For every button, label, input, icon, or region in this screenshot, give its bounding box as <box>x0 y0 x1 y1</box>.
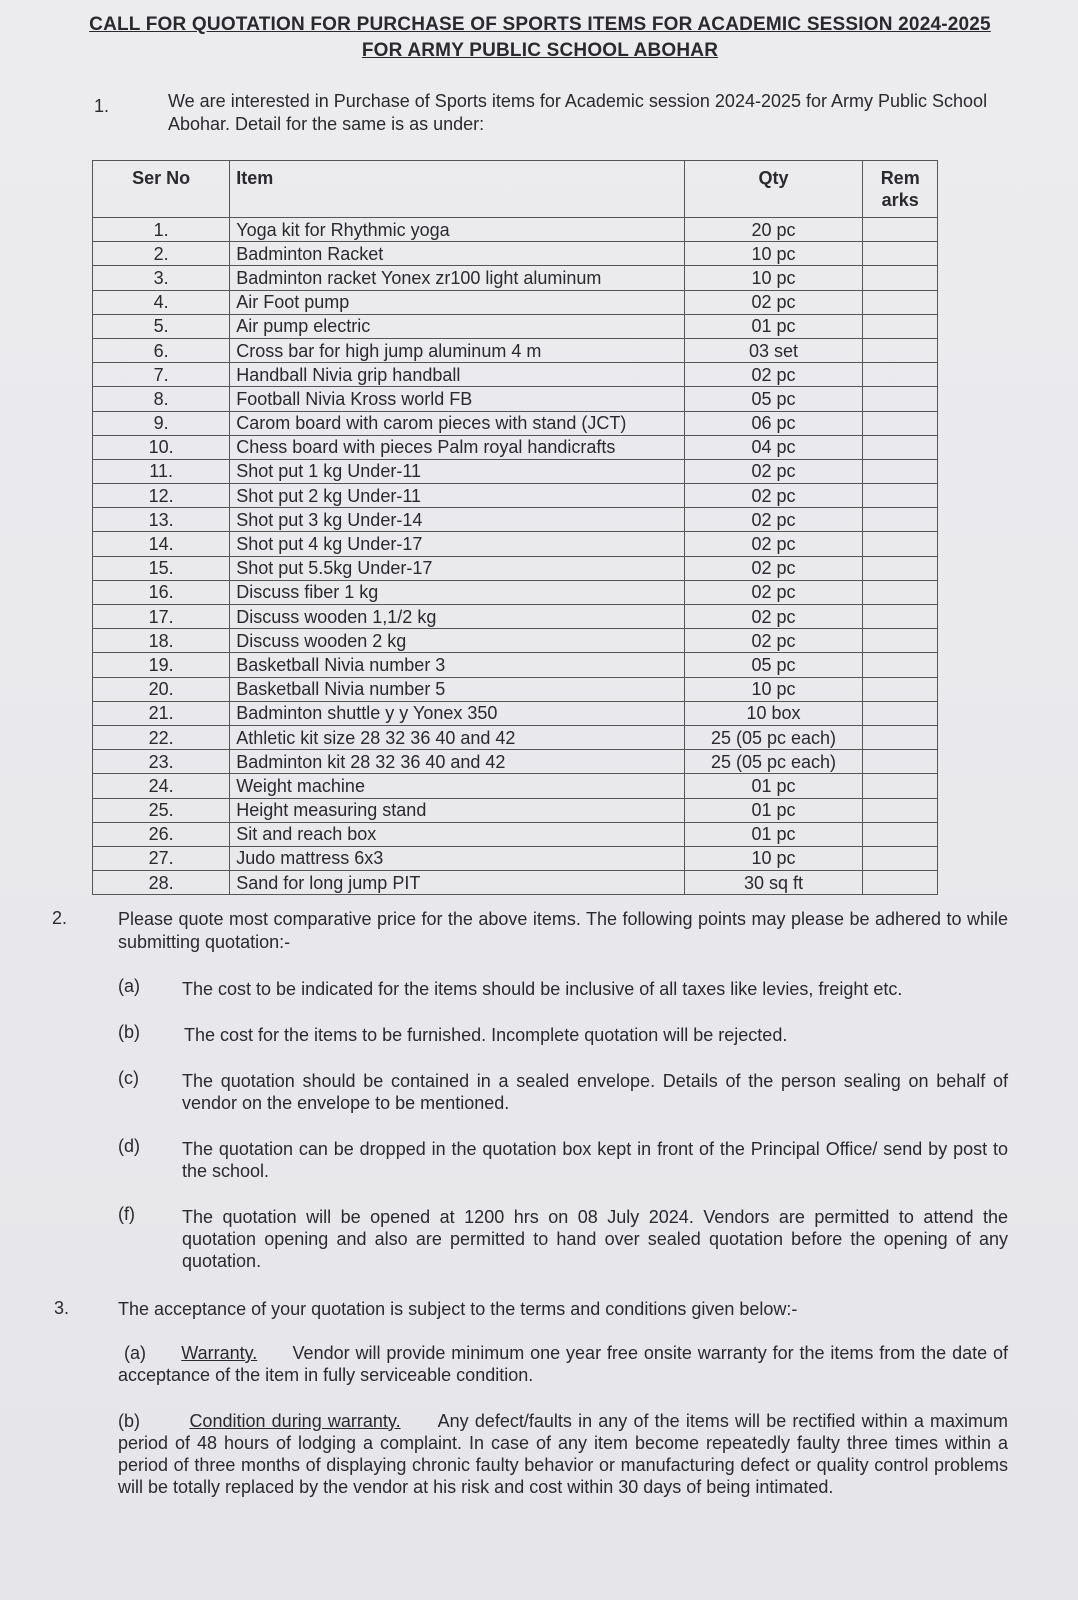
row-remarks <box>863 798 938 822</box>
row-remarks <box>863 774 938 798</box>
row-item: Shot put 2 kg Under-11 <box>230 484 684 508</box>
row-qty: 01 pc <box>684 314 863 338</box>
row-item: Height measuring stand <box>230 798 684 822</box>
row-item: Cross bar for high jump aluminum 4 m <box>230 338 684 362</box>
row-remarks <box>863 508 938 532</box>
row-ser-no: 25. <box>93 798 230 822</box>
row-ser-no: 22. <box>93 725 230 749</box>
row-remarks <box>863 387 938 411</box>
point-f-text: The quotation will be opened at 1200 hrs on 08 July 2024. Vendors are permitted to attend the quotation opening and also are permitted to hand over sealed quotation before the opening of any quotation. <box>182 1207 1008 1271</box>
para3-point-a <box>118 1342 1008 1386</box>
row-item: Shot put 4 kg Under-17 <box>230 532 684 556</box>
row-remarks <box>863 363 938 387</box>
table-row <box>93 459 938 483</box>
row-ser-no: 5. <box>93 314 230 338</box>
header-remarks: Rem arks <box>863 161 938 218</box>
table-row <box>93 798 938 822</box>
row-ser-no: 18. <box>93 629 230 653</box>
row-remarks <box>863 435 938 459</box>
row-item: Basketball Nivia number 3 <box>230 653 684 677</box>
table-row <box>93 218 938 242</box>
table-row <box>93 774 938 798</box>
row-remarks <box>863 677 938 701</box>
table-row <box>93 629 938 653</box>
table-row <box>93 338 938 362</box>
table-row <box>93 677 938 701</box>
row-qty: 25 (05 pc each) <box>684 725 863 749</box>
table-row <box>93 532 938 556</box>
para3-text: The acceptance of your quotation is subject to the terms and conditions given below:- <box>118 1299 798 1319</box>
row-item: Chess board with pieces Palm royal handicrafts <box>230 435 684 459</box>
row-remarks <box>863 314 938 338</box>
row-qty: 02 pc <box>684 629 863 653</box>
row-remarks <box>863 653 938 677</box>
row-qty: 10 pc <box>684 266 863 290</box>
row-item: Discuss wooden 1,1/2 kg <box>230 605 684 629</box>
table-row <box>93 411 938 435</box>
row-remarks <box>863 556 938 580</box>
row-qty: 10 box <box>684 701 863 725</box>
row-ser-no: 1. <box>93 218 230 242</box>
row-item: Weight machine <box>230 774 684 798</box>
row-qty: 20 pc <box>684 218 863 242</box>
title-line-1: CALL FOR QUOTATION FOR PURCHASE OF SPORTS ITEMS FOR ACADEMIC SESSION 2024-2025 <box>89 14 991 35</box>
row-qty: 01 pc <box>684 774 863 798</box>
row-item: Yoga kit for Rhythmic yoga <box>230 218 684 242</box>
row-item: Carom board with carom pieces with stand (JCT) <box>230 411 684 435</box>
header-ser-no: Ser No <box>93 161 230 218</box>
row-remarks <box>863 532 938 556</box>
para3-a-label: (a) <box>124 1343 146 1363</box>
row-qty: 06 pc <box>684 411 863 435</box>
para3-point-b <box>118 1410 1008 1498</box>
row-qty: 01 pc <box>684 798 863 822</box>
table-row <box>93 314 938 338</box>
row-ser-no: 2. <box>93 242 230 266</box>
row-ser-no: 26. <box>93 822 230 846</box>
row-ser-no: 27. <box>93 846 230 870</box>
row-remarks <box>863 846 938 870</box>
row-item: Badminton shuttle y y Yonex 350 <box>230 701 684 725</box>
table-row <box>93 653 938 677</box>
para2-number: 2. <box>52 908 68 928</box>
para3-a-heading: Warranty. <box>181 1343 258 1363</box>
header-item: Item <box>230 161 684 218</box>
table-row <box>93 266 938 290</box>
para3-b-text: Any defect/faults in any of the items will be rectified within a maximum period of 48 hours of lodging a complaint. In case of any item become repeatedly faulty three times within a period of three months of displaying chronic faulty behavior or manufacturing defect or quality control problems will be totally replaced by the vendor at his risk and cost within 30 days of being intimated. <box>118 1411 1009 1497</box>
point-f-label: (f) <box>118 1204 135 1224</box>
point-b-label: (b) <box>118 1022 140 1042</box>
point-a-text: The cost to be indicated for the items should be inclusive of all taxes like levies, freight etc. <box>182 979 903 999</box>
row-item: Air Foot pump <box>230 290 684 314</box>
row-item: Shot put 5.5kg Under-17 <box>230 556 684 580</box>
row-qty: 02 pc <box>684 605 863 629</box>
row-remarks <box>863 701 938 725</box>
row-qty: 04 pc <box>684 435 863 459</box>
row-remarks <box>863 750 938 774</box>
row-ser-no: 21. <box>93 701 230 725</box>
row-ser-no: 19. <box>93 653 230 677</box>
row-qty: 02 pc <box>684 290 863 314</box>
point-b-text: The cost for the items to be furnished. Incomplete quotation will be rejected. <box>184 1025 788 1045</box>
row-item: Badminton racket Yonex zr100 light aluminum <box>230 266 684 290</box>
row-item: Badminton Racket <box>230 242 684 266</box>
point-d-text: The quotation can be dropped in the quotation box kept in front of the Principal Office/ send by post to the school. <box>182 1139 1008 1181</box>
row-ser-no: 8. <box>93 387 230 411</box>
row-qty: 02 pc <box>684 508 863 532</box>
row-ser-no: 9. <box>93 411 230 435</box>
row-ser-no: 10. <box>93 435 230 459</box>
header-qty: Qty <box>684 161 863 218</box>
table-row <box>93 387 938 411</box>
table-row <box>93 242 938 266</box>
row-remarks <box>863 459 938 483</box>
para2-text: Please quote most comparative price for the above items. The following points may please be adhered to while submitting quotation:- <box>118 909 1008 952</box>
row-ser-no: 6. <box>93 338 230 362</box>
table-row <box>93 363 938 387</box>
row-qty: 02 pc <box>684 580 863 604</box>
row-ser-no: 17. <box>93 605 230 629</box>
row-remarks <box>863 266 938 290</box>
row-ser-no: 7. <box>93 363 230 387</box>
row-ser-no: 11. <box>93 459 230 483</box>
row-ser-no: 4. <box>93 290 230 314</box>
table-row <box>93 508 938 532</box>
row-remarks <box>863 218 938 242</box>
title-line-2: FOR ARMY PUBLIC SCHOOL ABOHAR <box>361 40 719 61</box>
row-ser-no: 24. <box>93 774 230 798</box>
para1-number: 1. <box>94 96 110 116</box>
row-item: Discuss wooden 2 kg <box>230 629 684 653</box>
row-ser-no: 20. <box>93 677 230 701</box>
table-row <box>93 290 938 314</box>
table-row <box>93 846 938 870</box>
items-table <box>92 160 938 895</box>
row-qty: 30 sq ft <box>684 871 863 895</box>
para3-b-heading: Condition during warranty. <box>189 1411 401 1431</box>
row-qty: 02 pc <box>684 459 863 483</box>
point-d-label: (d) <box>118 1136 140 1156</box>
row-item: Discuss fiber 1 kg <box>230 580 684 604</box>
row-remarks <box>863 871 938 895</box>
para3-b-label: (b) <box>118 1411 140 1431</box>
row-item: Sand for long jump PIT <box>230 871 684 895</box>
table-row <box>93 871 938 895</box>
row-item: Air pump electric <box>230 314 684 338</box>
row-qty: 10 pc <box>684 242 863 266</box>
row-item: Athletic kit size 28 32 36 40 and 42 <box>230 725 684 749</box>
row-ser-no: 23. <box>93 750 230 774</box>
row-item: Basketball Nivia number 5 <box>230 677 684 701</box>
para1-text: We are interested in Purchase of Sports items for Academic session 2024-2025 for Army Public School Abohar. Detail for the same is as under: <box>168 91 988 134</box>
point-c-label: (c) <box>118 1068 139 1088</box>
row-ser-no: 12. <box>93 484 230 508</box>
point-a-label: (a) <box>118 976 140 996</box>
row-remarks <box>863 411 938 435</box>
row-qty: 03 set <box>684 338 863 362</box>
row-item: Badminton kit 28 32 36 40 and 42 <box>230 750 684 774</box>
para3-number: 3. <box>54 1298 70 1318</box>
row-remarks <box>863 242 938 266</box>
row-remarks <box>863 725 938 749</box>
row-ser-no: 13. <box>93 508 230 532</box>
table-row <box>93 435 938 459</box>
row-item: Sit and reach box <box>230 822 684 846</box>
table-row <box>93 750 938 774</box>
row-qty: 10 pc <box>684 846 863 870</box>
row-qty: 02 pc <box>684 556 863 580</box>
row-remarks <box>863 605 938 629</box>
row-qty: 02 pc <box>684 363 863 387</box>
row-qty: 02 pc <box>684 532 863 556</box>
row-qty: 10 pc <box>684 677 863 701</box>
table-row <box>93 580 938 604</box>
table-row <box>93 605 938 629</box>
row-qty: 01 pc <box>684 822 863 846</box>
row-ser-no: 16. <box>93 580 230 604</box>
row-remarks <box>863 629 938 653</box>
row-item: Shot put 1 kg Under-11 <box>230 459 684 483</box>
row-qty: 05 pc <box>684 387 863 411</box>
row-qty: 05 pc <box>684 653 863 677</box>
row-item: Football Nivia Kross world FB <box>230 387 684 411</box>
row-ser-no: 3. <box>93 266 230 290</box>
para3-a-text: Vendor will provide minimum one year free onsite warranty for the items from the date of acceptance of the item in fully serviceable condition. <box>118 1343 1008 1385</box>
row-remarks <box>863 290 938 314</box>
row-item: Shot put 3 kg Under-14 <box>230 508 684 532</box>
table-row <box>93 725 938 749</box>
row-qty: 02 pc <box>684 484 863 508</box>
point-c-text: The quotation should be contained in a sealed envelope. Details of the person sealing on behalf of vendor on the envelope to be mentioned. <box>182 1071 1008 1113</box>
row-ser-no: 28. <box>93 871 230 895</box>
table-row <box>93 484 938 508</box>
row-qty: 25 (05 pc each) <box>684 750 863 774</box>
row-remarks <box>863 484 938 508</box>
table-row <box>93 822 938 846</box>
row-item: Judo mattress 6x3 <box>230 846 684 870</box>
row-ser-no: 14. <box>93 532 230 556</box>
table-header-row <box>93 161 938 218</box>
row-remarks <box>863 822 938 846</box>
table-row <box>93 556 938 580</box>
row-item: Handball Nivia grip handball <box>230 363 684 387</box>
row-remarks <box>863 338 938 362</box>
row-remarks <box>863 580 938 604</box>
row-ser-no: 15. <box>93 556 230 580</box>
table-row <box>93 701 938 725</box>
